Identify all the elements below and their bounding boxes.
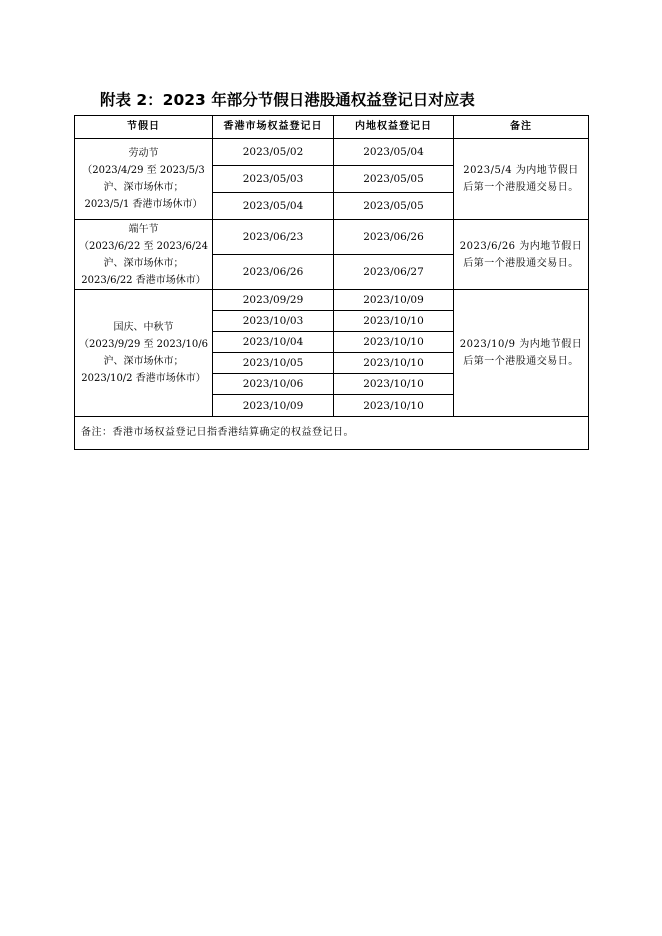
remark-cell bbox=[454, 139, 589, 220]
header-hk-record-date: 香港市场权益登记日 bbox=[213, 116, 334, 139]
hk-date-cell: 2023/10/03 bbox=[213, 311, 334, 332]
holiday-detail: 沪、深市场休市； bbox=[103, 182, 184, 193]
holiday-detail: 沪、深市场休市； bbox=[103, 356, 184, 367]
page-title: 附表 2：2023 年部分节假日港股通权益登记日对应表 bbox=[100, 91, 475, 109]
hk-date-cell: 2023/10/09 bbox=[213, 395, 334, 417]
hk-date-cell: 2023/09/29 bbox=[213, 290, 334, 311]
hk-date-cell: 2023/06/26 bbox=[213, 255, 334, 290]
remark-line: 后第一个港股通交易日。 bbox=[463, 356, 579, 367]
remark-line: 后第一个港股通交易日。 bbox=[463, 257, 579, 269]
hk-date-cell: 2023/10/06 bbox=[213, 374, 334, 395]
mainland-date-cell: 2023/05/05 bbox=[334, 193, 454, 220]
holiday-name: 端午节 bbox=[128, 223, 159, 235]
table-footnote: 备注：香港市场权益登记日指香港结算确定的权益登记日。 bbox=[75, 417, 589, 450]
remark-line: 后第一个港股通交易日。 bbox=[463, 182, 579, 193]
remark-cell bbox=[454, 220, 589, 290]
mainland-date-cell: 2023/06/27 bbox=[334, 255, 454, 290]
header-holiday: 节假日 bbox=[75, 116, 213, 139]
holiday-name: 劳动节 bbox=[128, 148, 159, 159]
mainland-date-cell: 2023/10/09 bbox=[334, 290, 454, 311]
footnote-row bbox=[75, 417, 589, 450]
holiday-detail: 2023/10/2 香港市场休市） bbox=[81, 373, 206, 384]
hk-date-cell: 2023/10/04 bbox=[213, 332, 334, 353]
holiday-cell bbox=[75, 290, 213, 417]
header-mainland-record-date: 内地权益登记日 bbox=[334, 116, 454, 139]
mainland-date-cell: 2023/05/04 bbox=[334, 139, 454, 166]
mainland-date-cell: 2023/10/10 bbox=[334, 395, 454, 417]
holiday-detail: 沪、深市场休市； bbox=[103, 257, 184, 269]
table-header-row bbox=[75, 116, 589, 139]
remark-line: 2023/6/26 为内地节假日 bbox=[459, 240, 583, 252]
holiday-detail: （2023/4/29 至 2023/5/3 bbox=[82, 165, 205, 176]
table-row bbox=[75, 290, 589, 311]
holiday-name: 国庆、中秋节 bbox=[113, 322, 174, 333]
header-remark: 备注 bbox=[454, 116, 589, 139]
mainland-date-cell: 2023/05/05 bbox=[334, 166, 454, 193]
holiday-detail: 2023/6/22 香港市场休市） bbox=[81, 274, 206, 286]
mainland-date-cell: 2023/06/26 bbox=[334, 220, 454, 255]
mainland-date-cell: 2023/10/10 bbox=[334, 332, 454, 353]
table-row bbox=[75, 220, 589, 255]
hk-date-cell: 2023/05/03 bbox=[213, 166, 334, 193]
holiday-cell bbox=[75, 220, 213, 290]
hk-date-cell: 2023/05/02 bbox=[213, 139, 334, 166]
hk-date-cell: 2023/10/05 bbox=[213, 353, 334, 374]
remark-cell bbox=[454, 290, 589, 417]
holiday-detail: （2023/6/22 至 2023/6/24 bbox=[79, 240, 208, 252]
mainland-date-cell: 2023/10/10 bbox=[334, 311, 454, 332]
remark-line: 2023/10/9 为内地节假日 bbox=[459, 339, 583, 350]
holiday-detail: 2023/5/1 香港市场休市） bbox=[84, 199, 203, 210]
table-row bbox=[75, 139, 589, 166]
mainland-date-cell: 2023/10/10 bbox=[334, 374, 454, 395]
record-date-table bbox=[74, 115, 589, 450]
hk-date-cell: 2023/06/23 bbox=[213, 220, 334, 255]
mainland-date-cell: 2023/10/10 bbox=[334, 353, 454, 374]
hk-date-cell: 2023/05/04 bbox=[213, 193, 334, 220]
holiday-detail: （2023/9/29 至 2023/10/6 bbox=[79, 339, 208, 350]
holiday-cell bbox=[75, 139, 213, 220]
remark-line: 2023/5/4 为内地节假日 bbox=[463, 165, 579, 176]
